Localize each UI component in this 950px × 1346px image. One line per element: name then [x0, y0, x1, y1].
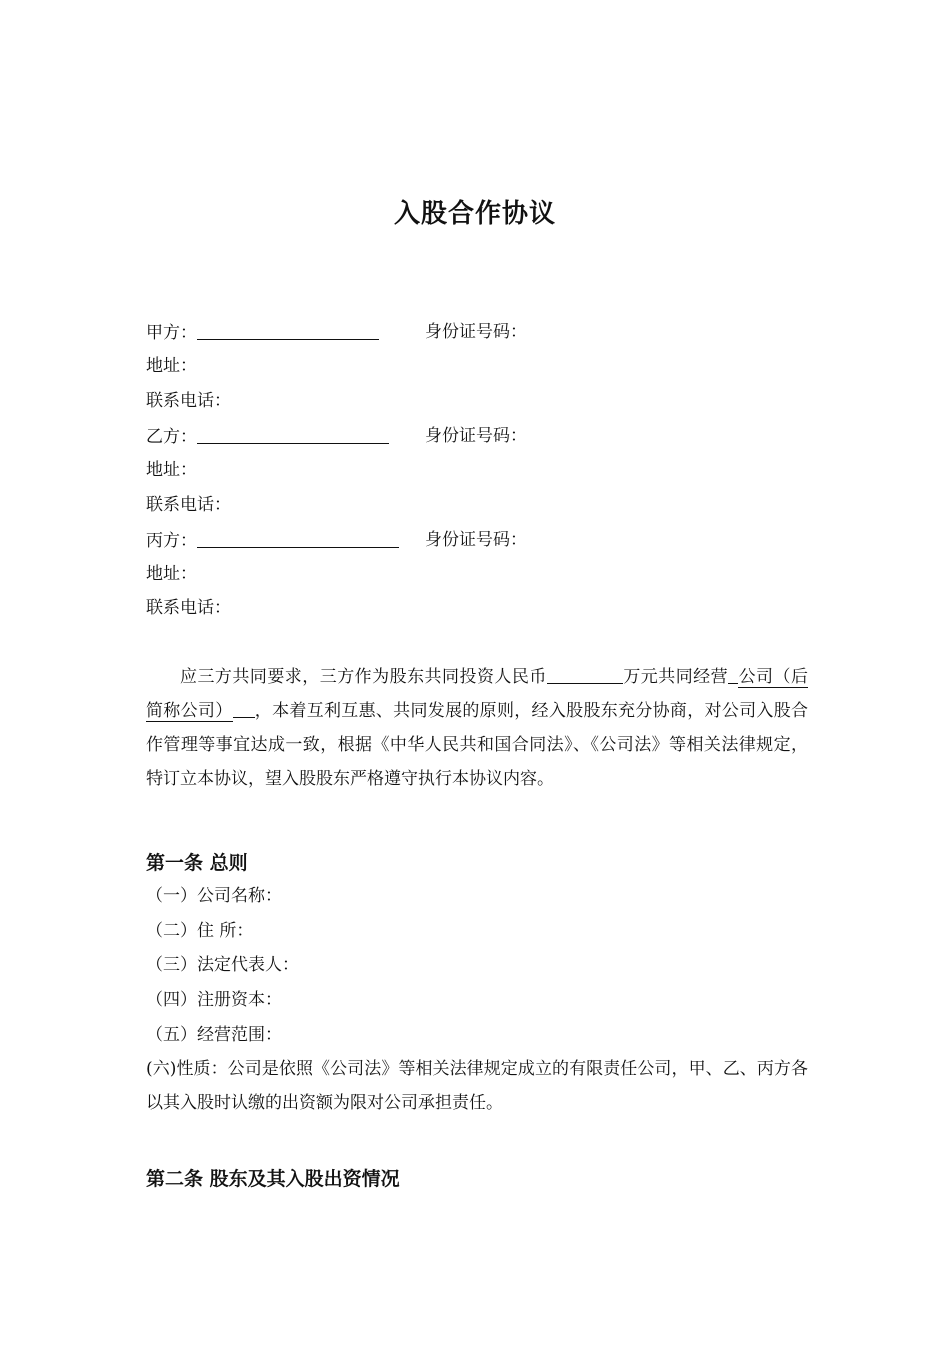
party-c-phone-label: 联系电话： [146, 598, 231, 618]
document-title: 入股合作协议 [393, 199, 556, 229]
party-b-label: 乙方： [146, 427, 197, 447]
article-1-item-capital: （四）注册资本： [146, 990, 282, 1010]
party-c-label: 丙方： [146, 531, 197, 551]
party-b-name-blank[interactable] [197, 425, 389, 444]
investment-amount-blank[interactable] [547, 665, 623, 684]
party-a-name-blank[interactable] [197, 321, 379, 340]
party-a-id-label: 身份证号码： [425, 322, 527, 342]
party-a-phone-label: 联系电话： [146, 391, 231, 411]
company-name-underlined: 公司（后简称公司） [146, 667, 808, 721]
article-1-item-company-name: （一）公司名称： [146, 886, 282, 906]
company-name-blank-tail[interactable] [233, 699, 255, 718]
article-1-item-legal-rep: （三）法定代表人： [146, 955, 299, 975]
party-c-id-label: 身份证号码： [425, 530, 527, 550]
article-1-heading: 第一条 总则 [146, 852, 248, 874]
party-a-label: 甲方： [146, 323, 197, 343]
party-c-name-blank[interactable] [197, 529, 399, 548]
party-b-id-label: 身份证号码： [425, 426, 527, 446]
intro-part1: 应三方共同要求，三方作为股东共同投资人民币 [180, 667, 547, 687]
party-c-name-line [146, 529, 399, 552]
article-1-item-address: （二）住 所： [146, 921, 254, 941]
party-c-address-label: 地址： [146, 564, 197, 584]
company-name-blank[interactable] [728, 665, 738, 684]
party-a-name-line [146, 321, 379, 344]
article-2-heading: 第二条 股东及其入股出资情况 [146, 1168, 400, 1190]
intro-part2: 万元共同经营 [622, 667, 729, 687]
party-b-name-line [146, 425, 389, 448]
party-a-address-label: 地址： [146, 356, 197, 376]
article-1-item-scope: （五）经营范围： [146, 1025, 282, 1045]
intro-part3: ，本着互利互惠、共同发展的原则，经入股股东充分协商，对公司入股合作管理等事宜达成一致，根据《中华人民共和国合同法》、《公司法》等相关法律规定，特订立本协议，望入股股东严格遵守执行本协议内容。 [146, 701, 809, 789]
party-b-address-label: 地址： [146, 460, 197, 480]
intro-paragraph [146, 660, 808, 796]
article-1-item-nature: (六)性质：公司是依照《公司法》等相关法律规定成立的有限责任公司，甲、乙、丙方各以其入股时认缴的出资额为限对公司承担责任。 [146, 1059, 808, 1113]
party-b-phone-label: 联系电话： [146, 495, 231, 515]
